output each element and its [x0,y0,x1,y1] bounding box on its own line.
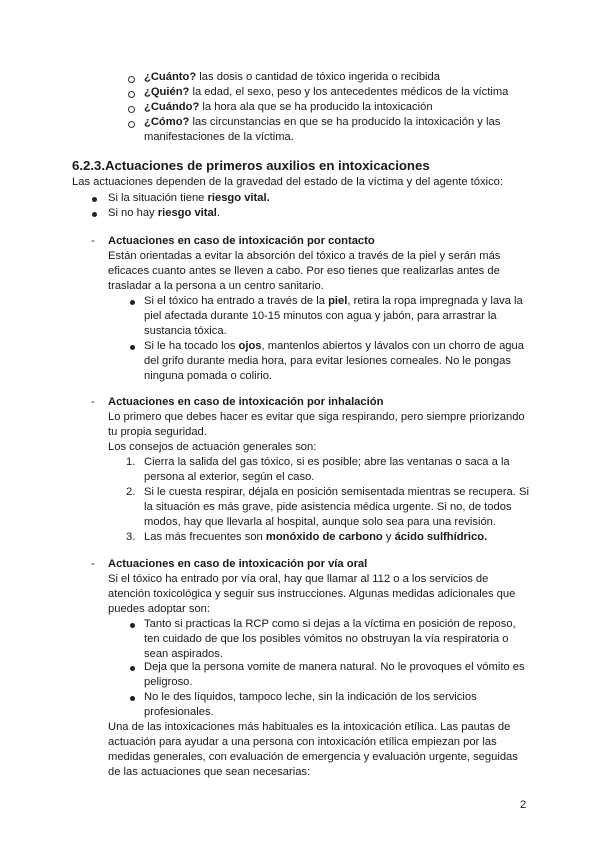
bullet-icon [130,623,135,628]
oral-bullet: Deja que la persona vomite de manera natural. No le provoques el vómito es [144,661,525,673]
page-number: 2 [520,799,527,811]
bullet-icon [130,300,135,305]
case-item: Si la situación tiene riesgo vital. [108,192,270,204]
bullet-icon [92,197,97,202]
oral-title: Actuaciones en caso de intoxicación por vía oral [108,558,368,570]
contact-text: trasladar a la persona a un centro sanitario. [108,280,324,292]
inhal-item: modos, hay que llevarla al hospital, aunque solo sea para una revisión. [144,516,497,528]
oral-closing: actuación para ayudar a una persona con intoxicación etílica empiezan por las [108,736,497,748]
contact-text: Están orientadas a evitar la absorción del tóxico a través de la piel y serán más [108,250,501,262]
oral-bullet: No le des líquidos, tampoco leche, sin la indicación de los servicios [144,691,477,703]
list-number: 3. [126,531,136,543]
question-item: ¿Quién? la edad, el sexo, peso y los antecedentes médicos de la víctima [144,86,509,98]
question-item: ¿Cuándo? la hora ala que se ha producido la intoxicación [144,101,433,113]
section-title: 6.2.3.Actuaciones de primeros auxilios en intoxicaciones [72,158,430,173]
contact-bullet: Si el tóxico ha entrado a través de la piel, retira la ropa impregnada y lava la [144,295,523,307]
contact-bullet: del grifo durante media hora, para evitar lesiones corneales. No le pongas [144,355,511,367]
inhal-title: Actuaciones en caso de intoxicación por inhalación [108,396,384,408]
contact-bullet: piel afectada durante 10-15 minutos con agua y jabón, para arrastrar la [144,310,497,322]
question-item-continuation: manifestaciones de la víctima. [144,131,294,143]
circle-bullet-icon [128,121,135,128]
inhal-text: Lo primero que debes hacer es evitar que siga respirando, pero siempre priorizando [108,411,525,423]
inhal-text: tu propia seguridad. [108,426,207,438]
oral-text: puedes adoptar son: [108,603,211,615]
oral-bullet: Tanto si practicas la RCP como si dejas a la víctima en posición de reposo, [144,618,516,630]
case-item: Si no hay riesgo vital. [108,207,220,219]
dash-bullet-icon: - [91,558,95,570]
list-number: 2. [126,486,136,498]
question-item: ¿Cómo? las circunstancias en que se ha producido la intoxicación y las [144,116,501,128]
oral-bullet: sean aspirados. [144,648,223,660]
question-item: ¿Cuánto? las dosis o cantidad de tóxico ingerida o recibida [144,71,440,83]
bullet-icon [130,696,135,701]
oral-text: atención toxicológica y seguir sus instrucciones. Algunas medidas adicionales que [108,588,516,600]
bullet-icon [92,212,97,217]
inhal-text: Los consejos de actuación generales son: [108,441,317,453]
list-number: 1. [126,456,136,468]
contact-bullet: Si le ha tocado los ojos, mantenlos abiertos y lávalos con un chorro de agua [144,340,524,352]
inhal-item: persona al exterior, según el caso. [144,471,315,483]
inhal-item: la situación es más grave, pide asistencia médica urgente. Si no, de todos [144,501,512,513]
dash-bullet-icon: - [91,396,95,408]
oral-bullet: peligroso. [144,676,193,688]
circle-bullet-icon [128,91,135,98]
oral-bullet: ten cuidado de que los posibles vómitos no obstruyan la vía respiratoria o [144,633,509,645]
oral-closing: medidas generales, con evaluación de emergencia y evaluación urgente, seguidas [108,751,518,763]
oral-closing: de las actuaciones que sean necesarias: [108,766,311,778]
bullet-icon [130,666,135,671]
section-intro: Las actuaciones dependen de la gravedad del estado de la víctima y del agente tóxico: [72,176,504,188]
bullet-icon [130,345,135,350]
dash-bullet-icon: - [91,235,95,247]
contact-text: eficaces cuanto antes se lleven a cabo. Por eso tienes que realizarlas antes de [108,265,500,277]
contact-bullet: ninguna pomada o colirio. [144,370,273,382]
oral-closing: Una de las intoxicaciones más habituales es la intoxicación etílica. Las pautas de [108,721,511,733]
circle-bullet-icon [128,106,135,113]
circle-bullet-icon [128,76,135,83]
inhal-item: Si le cuesta respirar, déjala en posición semisentada mientras se recupera. Si [144,486,529,498]
inhal-item: Cierra la salida del gas tóxico, si es posible; abre las ventanas o saca a la [144,456,510,468]
contact-title: Actuaciones en caso de intoxicación por contacto [108,235,375,247]
contact-bullet: sustancia tóxica. [144,325,227,337]
inhal-item: Las más frecuentes son monóxido de carbono y ácido sulfhídrico. [144,531,488,543]
oral-text: Si el tóxico ha entrado por vía oral, hay que llamar al 112 o a los servicios de [108,573,489,585]
oral-bullet: profesionales. [144,706,214,718]
